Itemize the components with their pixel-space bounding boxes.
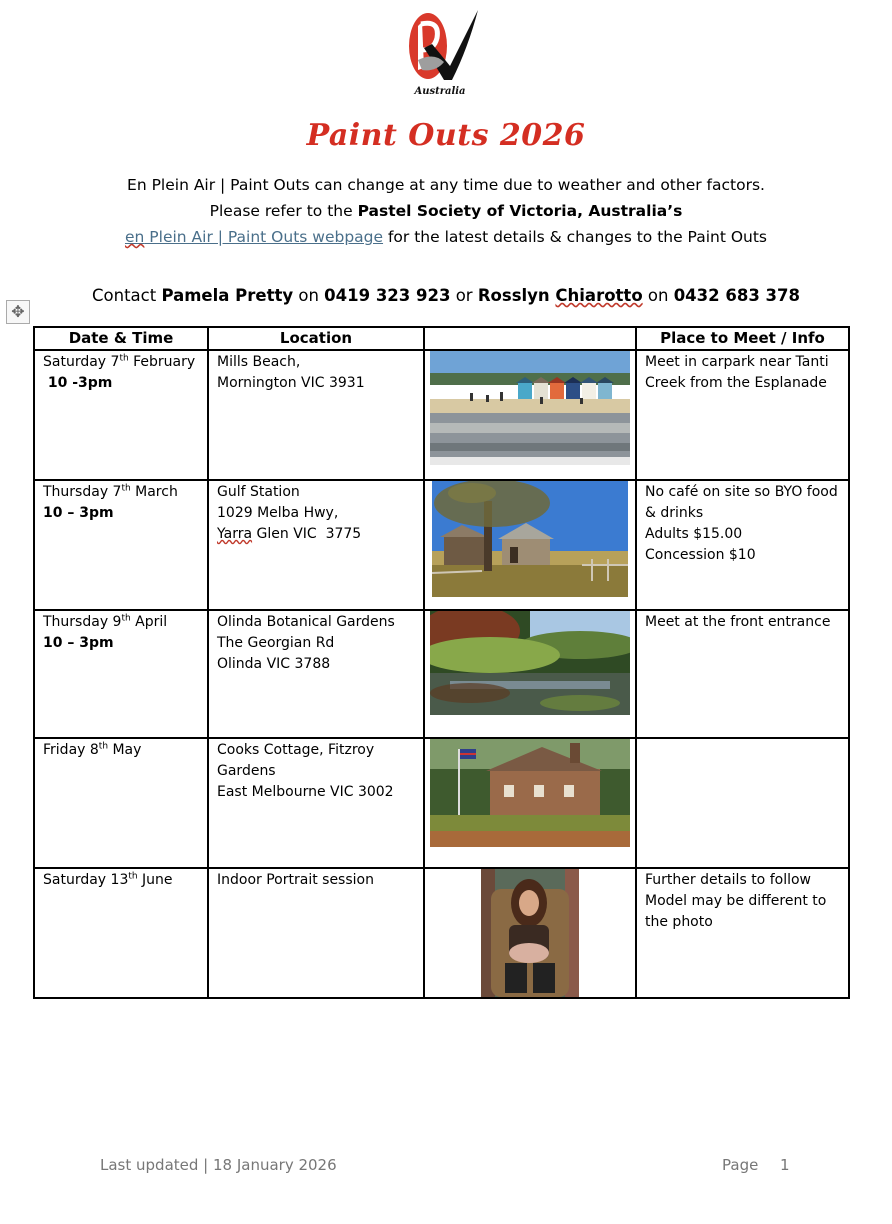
link-text-a: en [124, 228, 145, 246]
contact-on-2: on [642, 286, 674, 305]
location-line: Cooks Cottage, Fitzroy Gardens [217, 742, 375, 779]
date-cell [34, 610, 208, 738]
farm-shed-photo [432, 481, 628, 597]
location-line: Mills Beach, [217, 354, 301, 370]
contact-name-2 [478, 286, 643, 305]
table-row [34, 868, 849, 998]
location-line: Olinda Botanical Gardens [217, 614, 395, 630]
date-month: March [130, 484, 178, 500]
date-month: February [128, 354, 196, 370]
table-row [34, 350, 849, 480]
date-day: Saturday 7 [43, 354, 120, 370]
intro-prefix: Please refer to the [209, 202, 358, 220]
last-updated: Last updated | 18 January 2026 [100, 1156, 337, 1174]
contact-name-1: Pamela Pretty [161, 286, 294, 305]
date-line [43, 482, 199, 503]
date-line [43, 352, 199, 373]
time-value: 10 – 3pm [43, 635, 114, 651]
location-line: 1029 Melba Hwy, [217, 505, 339, 521]
date-line [43, 612, 199, 633]
time-line [43, 633, 199, 654]
portrait-model-photo [481, 869, 579, 997]
date-sup: th [119, 353, 129, 364]
info-line: Meet in carpark near Tanti Creek from the Esplanade [645, 354, 829, 391]
location-line: The Georgian Rd [217, 635, 335, 651]
intro-line-2 [0, 198, 892, 224]
page-number: 1 [780, 1156, 790, 1174]
date-sup: th [98, 741, 109, 752]
table-header-row [34, 327, 849, 350]
header-date-time: Date & Time [34, 327, 208, 350]
date-day: Thursday 9 [43, 614, 122, 630]
table-row [34, 738, 849, 868]
date-sup: th [128, 871, 138, 882]
location-cell [208, 480, 424, 610]
info-line: No café on site so BYO food & drinks [645, 484, 838, 521]
date-cell [34, 738, 208, 868]
time-line [43, 503, 199, 524]
date-sup: th [121, 613, 131, 624]
date-month: May [108, 742, 142, 758]
info-cell [636, 738, 849, 868]
info-line: Meet at the front entrance [645, 614, 831, 630]
beach-huts-photo [430, 351, 630, 465]
location-cell [208, 868, 424, 998]
table-row [34, 610, 849, 738]
contact-prefix: Contact [92, 286, 162, 305]
info-line: Adults $15.00 [645, 526, 743, 542]
intro-line-3 [0, 224, 892, 250]
image-cell [424, 610, 636, 738]
location-cell [208, 610, 424, 738]
info-cell [636, 610, 849, 738]
society-name: Pastel Society of Victoria, Australia’s [357, 202, 683, 220]
location-line: Mornington VIC 3931 [217, 375, 365, 391]
location-rest: Glen VIC 3775 [252, 526, 362, 542]
info-line: Concession $10 [645, 547, 756, 563]
date-sup: th [121, 483, 131, 494]
info-line: Further details to follow [645, 872, 811, 888]
page-title: Paint Outs 2026 [306, 118, 586, 153]
image-cell [424, 738, 636, 868]
image-cell [424, 350, 636, 480]
date-line [43, 870, 199, 891]
time-line [43, 373, 199, 394]
paint-outs-table [33, 326, 850, 999]
contact-line [0, 286, 892, 305]
contact-phone-2: 0432 683 378 [673, 286, 800, 305]
image-cell [424, 480, 636, 610]
location-line [217, 524, 415, 545]
contact-on-1: on [293, 286, 325, 305]
contact-phone-1: 0419 323 923 [324, 286, 451, 305]
psv-logo [404, 8, 484, 98]
info-cell [636, 868, 849, 998]
date-cell [34, 480, 208, 610]
location-cell [208, 350, 424, 480]
info-cell [636, 350, 849, 480]
date-day: Thursday 7 [43, 484, 122, 500]
date-cell [34, 350, 208, 480]
table-row [34, 480, 849, 610]
contact-or: or [450, 286, 478, 305]
location-yarra: Yarra [217, 526, 253, 542]
date-month: April [130, 614, 168, 630]
date-month: June [137, 872, 173, 888]
info-line: Model may be different to the photo [645, 893, 827, 930]
location-line: Olinda VIC 3788 [217, 656, 331, 672]
link-text-b: Plein Air | Paint Outs webpage [144, 228, 384, 246]
image-cell [424, 868, 636, 998]
header-location: Location [208, 327, 424, 350]
header-image [424, 327, 636, 350]
paint-outs-webpage-link[interactable] [125, 228, 383, 246]
header-place-to-meet: Place to Meet / Info [636, 327, 849, 350]
time-value: 10 -3pm [43, 375, 113, 391]
logo-text: Australia [414, 86, 466, 97]
location-line: Indoor Portrait session [217, 872, 374, 888]
intro-suffix: for the latest details & changes to the Paint Outs [383, 228, 768, 246]
location-line: East Melbourne VIC 3002 [217, 784, 394, 800]
date-cell [34, 868, 208, 998]
cottage-photo [430, 739, 630, 847]
info-cell [636, 480, 849, 610]
time-value: 10 – 3pm [43, 505, 114, 521]
table-move-handle-icon[interactable]: ✥ [6, 300, 30, 324]
contact-name-2-first: Rosslyn [477, 286, 556, 305]
page-label: Page [722, 1156, 759, 1174]
contact-name-2-last: Chiarotto [555, 286, 643, 305]
intro-line-1: En Plein Air | Paint Outs can change at any time due to weather and other factors. [127, 176, 765, 194]
location-cell [208, 738, 424, 868]
date-line [43, 740, 199, 761]
date-day: Friday 8 [43, 742, 99, 758]
date-day: Saturday 13 [43, 872, 129, 888]
location-line: Gulf Station [217, 484, 300, 500]
garden-pond-photo [430, 611, 630, 715]
